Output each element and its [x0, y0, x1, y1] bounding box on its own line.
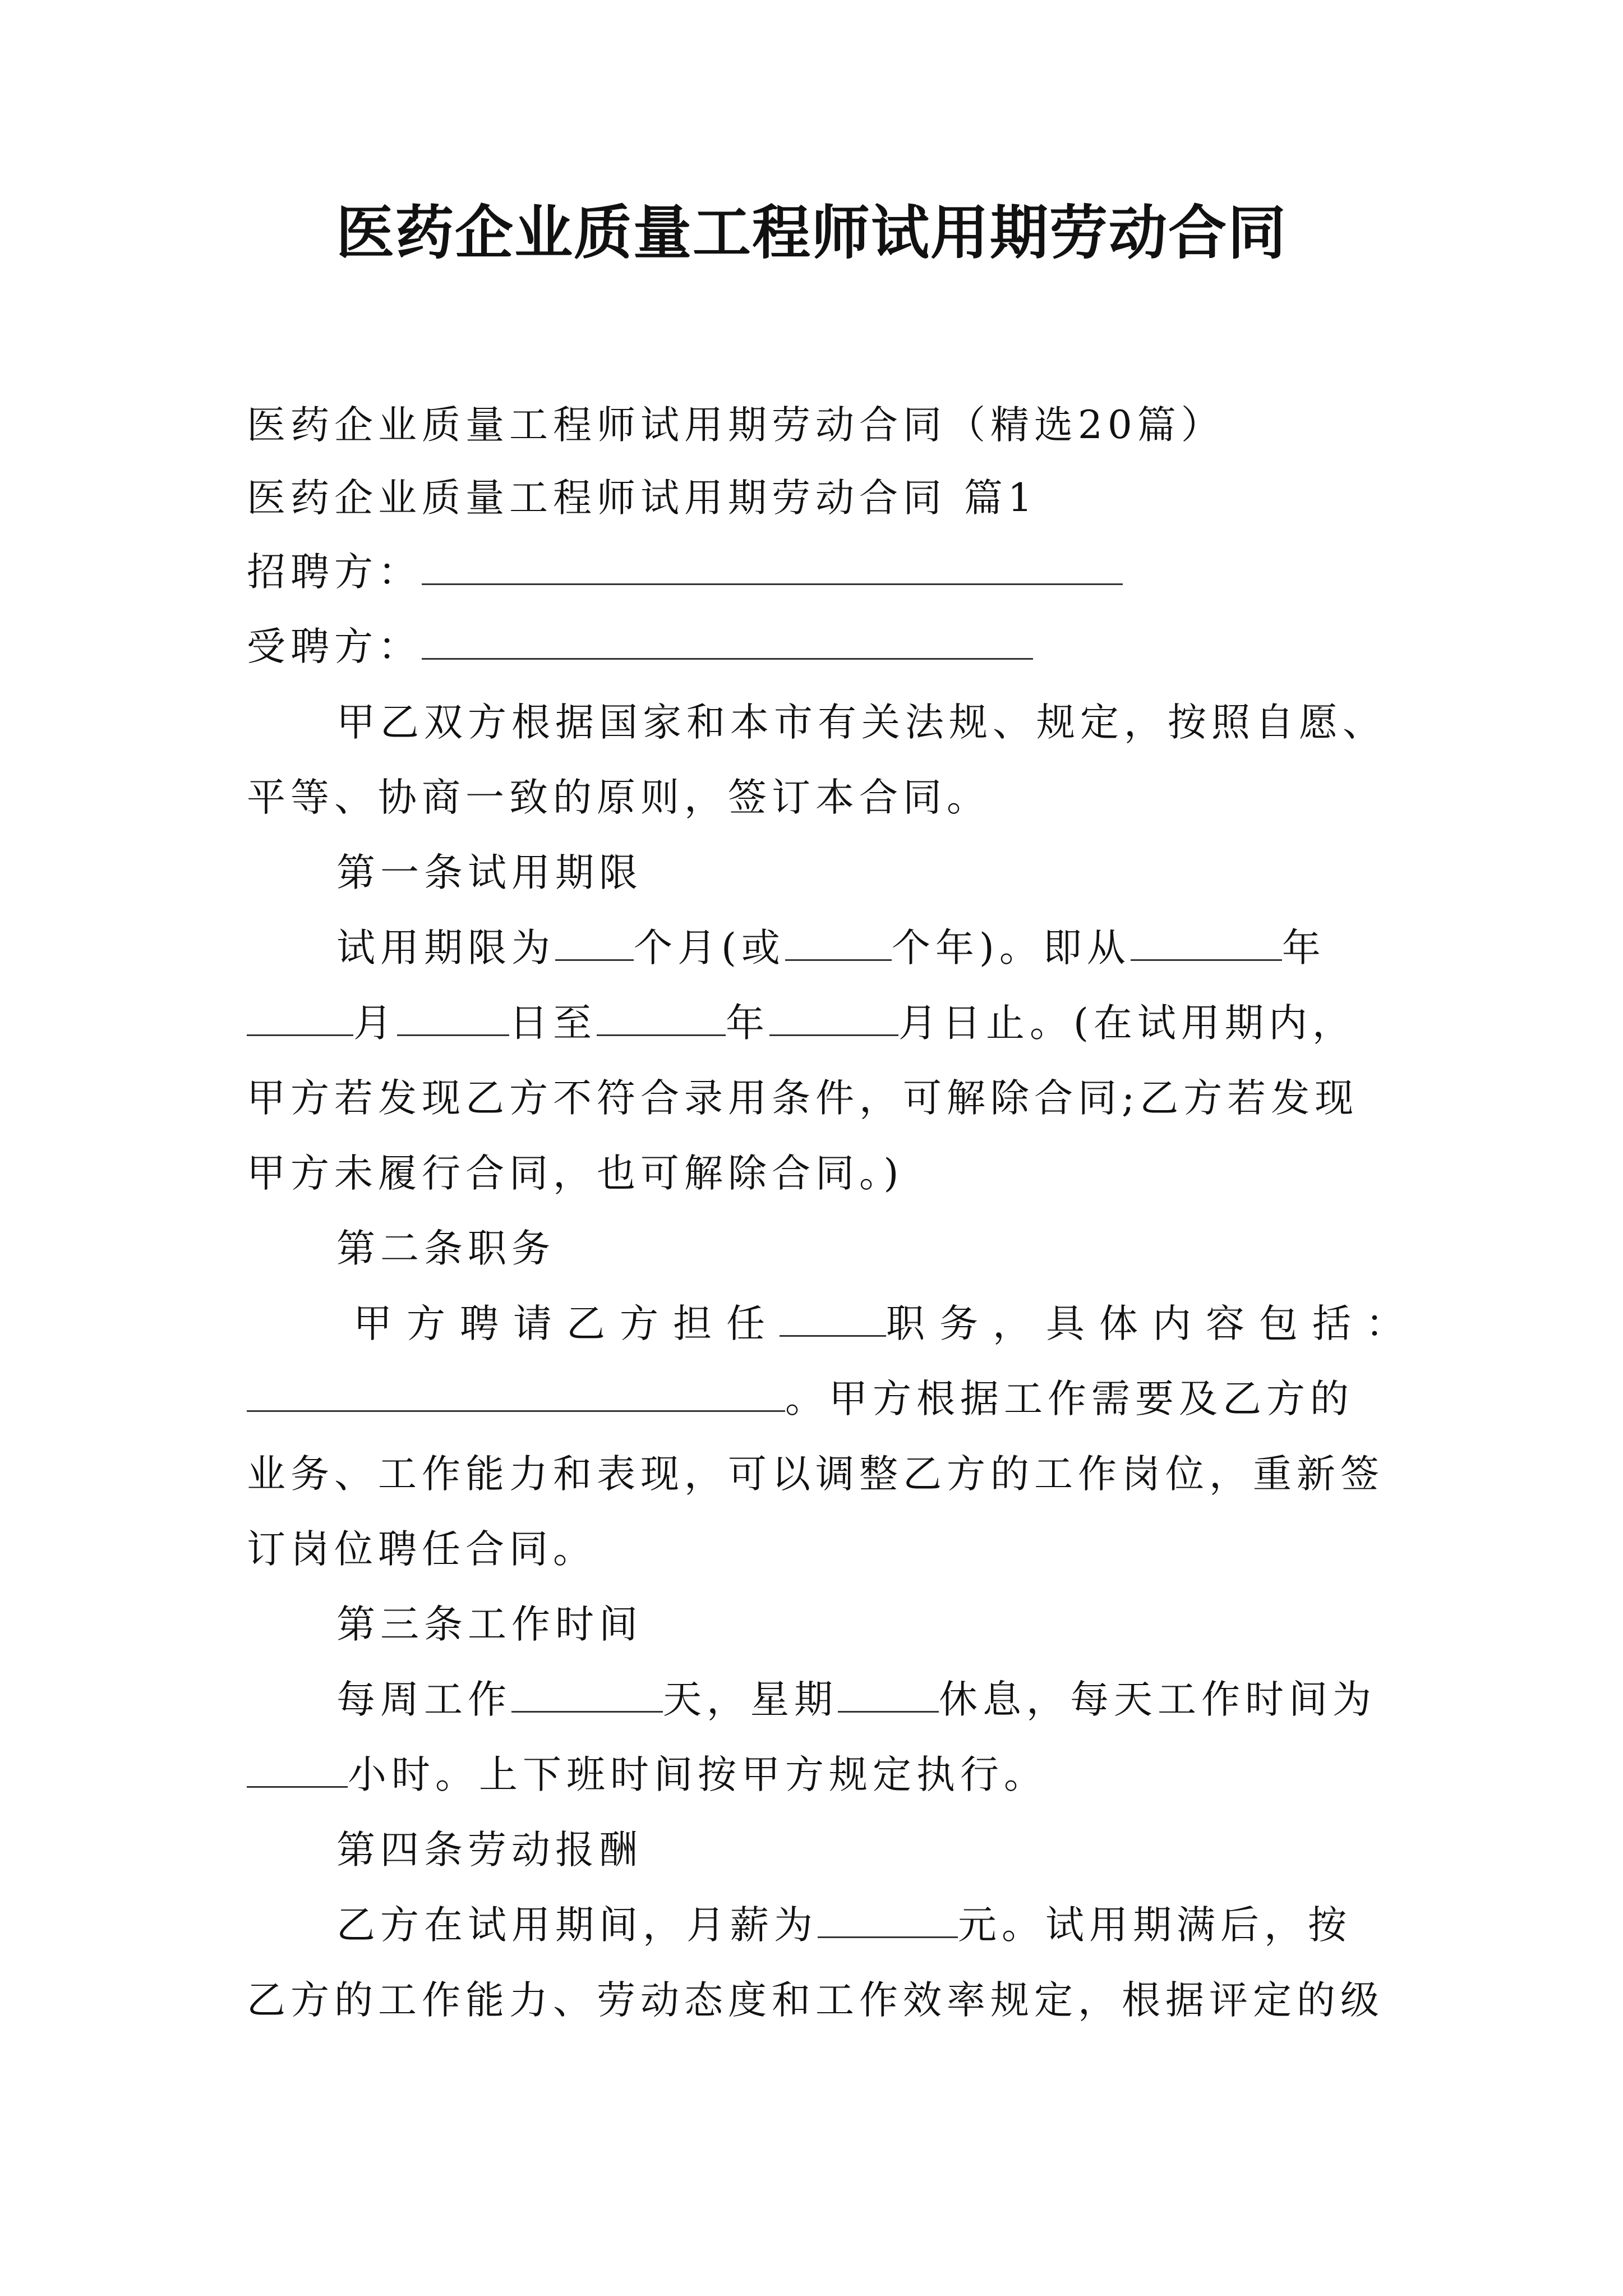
article-2-title: 第二条职务 — [336, 1226, 555, 1271]
start-year-blank — [1131, 923, 1282, 961]
text-span: 休息，每天工作时间为 — [939, 1677, 1376, 1722]
article-3-line-1 — [336, 1662, 1486, 1738]
document-title: 医药企业质量工程师试用期劳动合同 — [335, 198, 1287, 267]
text-span: 月日止。(在试用期内， — [898, 1001, 1356, 1046]
employee-blank — [422, 622, 1033, 660]
article-1-line-1 — [336, 910, 1486, 986]
position-blank — [780, 1299, 886, 1337]
article-4-line-1 — [336, 1887, 1486, 1963]
years-blank — [785, 923, 892, 961]
months-blank — [555, 923, 634, 961]
article-2-line-1 — [353, 1286, 1503, 1362]
text-span: 每周工作 — [336, 1677, 511, 1722]
text-span: 日至 — [509, 1001, 597, 1046]
end-year-blank — [597, 999, 726, 1036]
work-days-blank — [511, 1675, 663, 1713]
text-span: 乙方在试用期间，月薪为 — [336, 1903, 818, 1948]
article-2-line-2 — [247, 1361, 1396, 1437]
text-span: 个月(或 — [634, 926, 785, 970]
article-4-line-2: 乙方的工作能力、劳动态度和工作效率规定，根据评定的级 — [247, 1978, 1384, 2023]
salary-blank — [818, 1901, 958, 1938]
text-span: 月 — [353, 1001, 397, 1046]
article-3-line-2 — [247, 1737, 1396, 1813]
text-span: 试用期限为 — [336, 926, 555, 970]
article-3-title: 第三条工作时间 — [336, 1602, 643, 1647]
intro-line-2: 平等、协商一致的原则，签订本合同。 — [247, 775, 990, 820]
text-span: 小时。上下班时间按甲方规定执行。 — [348, 1752, 1048, 1797]
work-hours-blank — [247, 1750, 348, 1788]
employee-label: 受聘方： — [247, 624, 422, 669]
text-span: 职务，具体内容包括： — [886, 1301, 1419, 1346]
article-1-line-4: 甲方未履行合同，也可解除合同。) — [247, 1151, 904, 1196]
text-span: 。甲方根据工作需要及乙方的 — [785, 1377, 1354, 1421]
article-2-line-4: 订岗位聘任合同。 — [247, 1527, 597, 1572]
rest-day-blank — [838, 1675, 939, 1713]
text-span: 个年)。即从 — [891, 926, 1131, 970]
start-day-blank — [397, 999, 509, 1036]
employee-line — [247, 609, 1396, 685]
text-span: 天，星期 — [663, 1677, 838, 1722]
article-1-line-2 — [247, 985, 1396, 1061]
employer-blank — [422, 547, 1123, 585]
employer-label: 招聘方： — [247, 550, 422, 595]
text-span: 年 — [726, 1001, 769, 1046]
end-month-blank — [769, 999, 898, 1036]
part-heading: 医药企业质量工程师试用期劳动合同 篇1 — [247, 476, 1038, 521]
article-1-title: 第一条试用期限 — [336, 850, 643, 895]
duties-blank — [247, 1374, 785, 1412]
employer-line — [247, 534, 1396, 610]
article-2-line-3: 业务、工作能力和表现，可以调整乙方的工作岗位，重新签 — [247, 1452, 1384, 1497]
start-month-blank — [247, 999, 353, 1036]
text-span: 年 — [1281, 926, 1326, 970]
article-1-line-3: 甲方若发现乙方不符合录用条件，可解除合同;乙方若发现 — [247, 1076, 1359, 1121]
document-subtitle: 医药企业质量工程师试用期劳动合同（精选20篇） — [247, 403, 1225, 448]
intro-line-1: 甲乙双方根据国家和本市有关法规、规定，按照自愿、 — [336, 700, 1386, 745]
article-4-title: 第四条劳动报酬 — [336, 1828, 643, 1872]
text-span: 甲方聘请乙方担任 — [353, 1301, 780, 1346]
text-span: 元。试用期满后，按 — [958, 1903, 1352, 1948]
